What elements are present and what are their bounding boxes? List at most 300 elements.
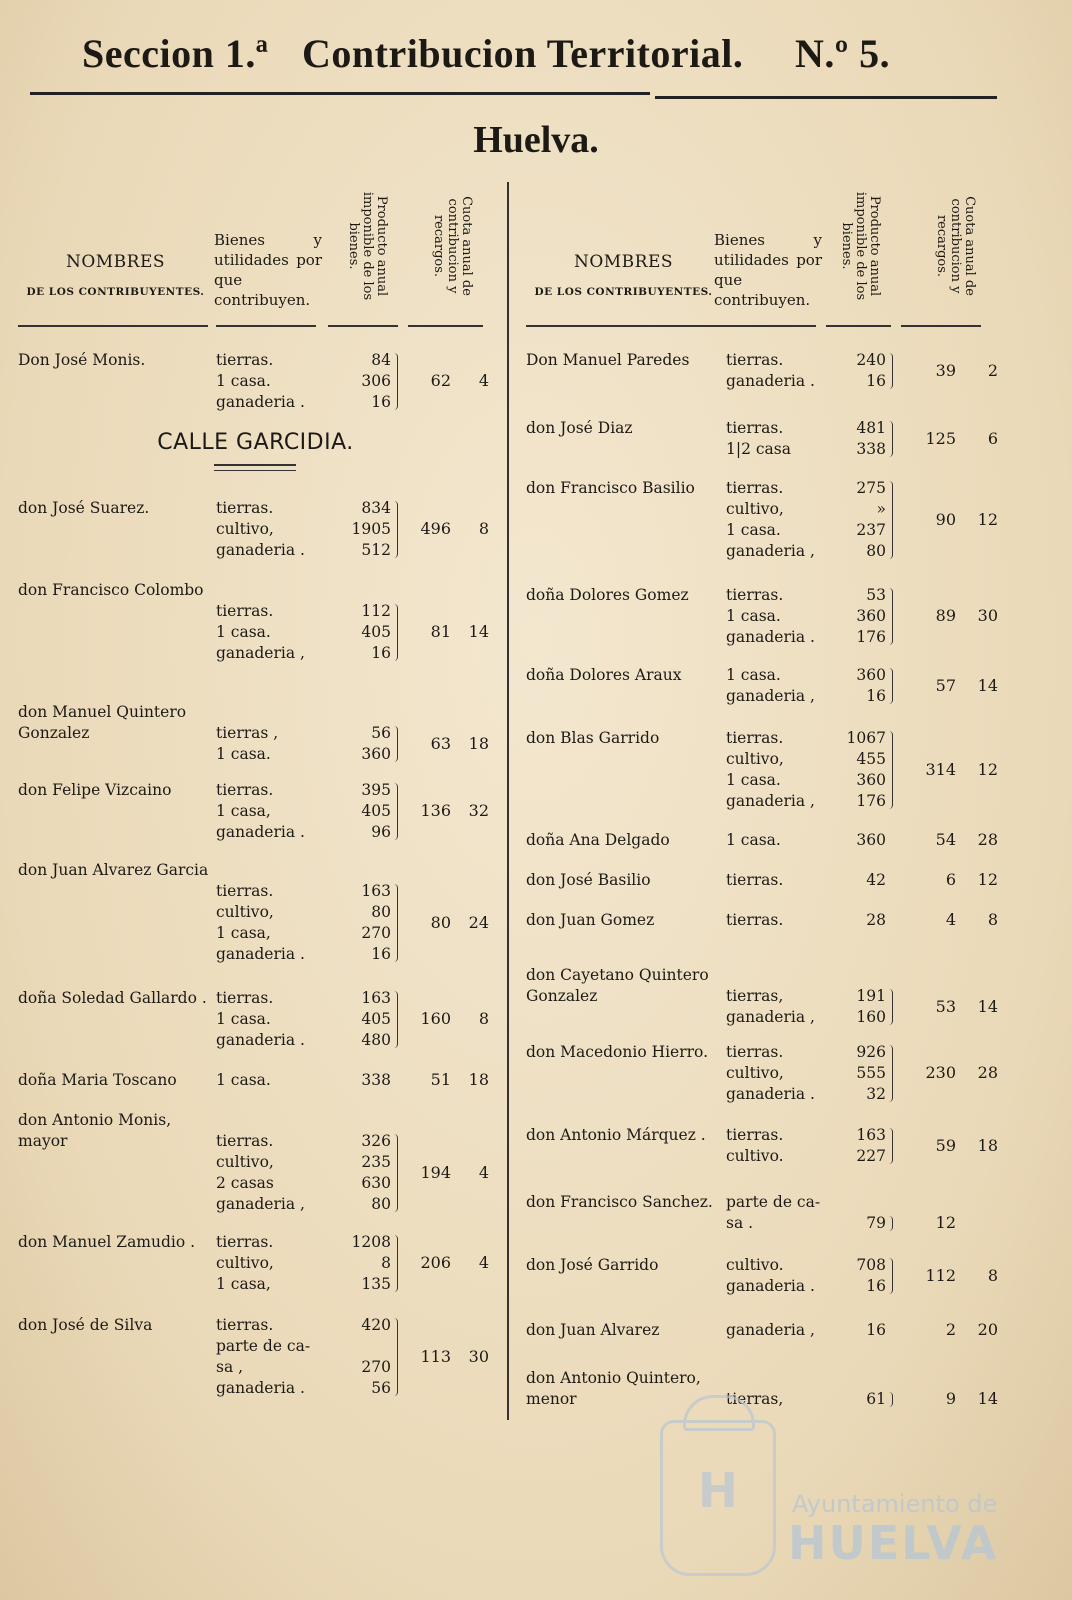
taxpayer-name-line: don Juan Alvarez Garcia	[18, 861, 209, 879]
taxable-product-line: 163	[361, 882, 391, 900]
taxable-product	[333, 580, 391, 664]
quota-reales: 112	[925, 1265, 956, 1285]
brace	[394, 353, 398, 410]
taxable-product-line: 42	[866, 871, 886, 889]
taxable-product-line: 455	[856, 750, 886, 768]
asset-type-line: 1 casa.	[726, 607, 781, 625]
asset-type-line: ganaderia .	[216, 823, 305, 841]
taxable-product-line: 80	[866, 542, 886, 560]
taxpayer-name	[18, 780, 213, 843]
taxable-product-line: 275	[856, 479, 886, 497]
taxable-product-line: 405	[361, 802, 391, 820]
asset-type	[726, 830, 834, 851]
taxable-product-line: 80	[371, 903, 391, 921]
asset-type	[216, 1315, 331, 1399]
quota-reales: 6	[945, 870, 956, 889]
taxpayer-name-line	[18, 822, 213, 843]
taxable-product	[826, 1192, 886, 1234]
taxpayer-name-line: doña Ana Delgado	[526, 831, 670, 849]
taxable-product-line: 1067	[846, 729, 886, 747]
taxpayer-name-line	[18, 801, 213, 822]
taxable-product-line: 360	[856, 607, 886, 625]
taxpayer-name-line: don Juan Alvarez	[526, 1321, 660, 1339]
asset-type-line: 1 casa.	[726, 831, 781, 849]
asset-type-line: tierras,	[726, 1390, 784, 1408]
taxable-product-line: 555	[856, 1064, 886, 1082]
taxable-product-line: 420	[361, 1316, 391, 1334]
taxable-product-line	[826, 1368, 886, 1389]
taxable-product-line: 16	[371, 945, 391, 963]
asset-type-line: sa ,	[216, 1358, 244, 1376]
taxable-product	[826, 1125, 886, 1167]
header-rule	[216, 325, 316, 327]
taxable-product-line: 28	[866, 911, 886, 929]
asset-type	[216, 498, 331, 561]
names-header	[18, 252, 213, 298]
taxable-product-line	[333, 580, 391, 601]
taxable-product-line: 360	[361, 745, 391, 763]
taxpayer-name-line	[18, 902, 213, 923]
taxable-product-line: 112	[361, 602, 391, 620]
asset-type-line: tierras.	[726, 871, 784, 889]
taxpayer-name-line: menor	[526, 1390, 577, 1408]
taxable-product-line: 191	[856, 987, 886, 1005]
asset-type-line: 1 casa.	[216, 745, 271, 763]
taxable-product-line: 270	[361, 924, 391, 942]
taxpayer-name	[526, 870, 726, 891]
quota-reales: 9	[945, 1389, 956, 1408]
asset-type-line: ganaderia ,	[726, 1008, 815, 1026]
taxable-product-line: 16	[371, 644, 391, 662]
taxable-product	[333, 780, 391, 843]
header-rule	[408, 325, 483, 327]
asset-type-line: tierras.	[726, 479, 784, 497]
asset-type-line: parte de ca-	[216, 1337, 311, 1355]
asset-type	[216, 988, 331, 1051]
taxpayer-name-line: doña Dolores Gomez	[526, 586, 689, 604]
municipal-stamp-watermark	[660, 1420, 776, 1576]
taxable-product-line: 360	[856, 771, 886, 789]
taxable-product-line: 240	[856, 351, 886, 369]
taxpayer-name-line: doña Maria Toscano	[18, 1071, 177, 1089]
taxpayer-name-line: don José Garrido	[526, 1256, 659, 1274]
quota-reales: 136	[420, 801, 451, 820]
taxable-product-line: 338	[856, 440, 886, 458]
asset-type-line: 1 casa.	[216, 1071, 271, 1089]
taxpayer-name-line: don Felipe Vizcaino	[18, 781, 172, 799]
taxable-product-line: 360	[856, 666, 886, 684]
quota-maravedis: 18	[977, 1135, 998, 1155]
taxpayer-name	[18, 1232, 213, 1295]
taxable-product-line: 135	[361, 1275, 391, 1293]
taxable-product	[333, 1315, 391, 1399]
taxpayer-name	[526, 728, 726, 812]
brace	[889, 481, 893, 559]
asset-type-line: ganaderia .	[726, 1085, 815, 1103]
asset-type-line: tierras.	[216, 1132, 274, 1150]
taxable-product-line: 163	[856, 1126, 886, 1144]
quota-maravedis: 4	[478, 371, 489, 390]
brace	[889, 668, 893, 704]
taxpayer-name-line	[18, 923, 213, 944]
asset-type-line: ganaderia .	[216, 541, 305, 559]
taxable-product-line: 16	[866, 1321, 886, 1339]
asset-type	[216, 350, 331, 413]
left-column	[18, 180, 493, 1397]
quota-reales: 54	[935, 830, 956, 849]
asset-type	[216, 1070, 331, 1091]
taxpayer-name-line: don José Diaz	[526, 419, 633, 437]
asset-type-line: 2 casas	[216, 1174, 274, 1192]
asset-type-line: ganaderia .	[216, 1031, 305, 1049]
asset-type-line	[216, 1110, 331, 1131]
taxable-product-line: »	[876, 500, 886, 518]
asset-type-line: tierras.	[726, 419, 784, 437]
asset-type-line: cultivo,	[726, 500, 784, 518]
watermark-line2: HUELVA	[788, 1516, 999, 1570]
taxable-product-line: 56	[371, 724, 391, 742]
quota-reales: 160	[420, 1009, 451, 1028]
table-header	[526, 180, 1006, 330]
taxable-product	[826, 870, 886, 891]
taxpayer-name-line: don Francisco Sanchez.	[526, 1193, 713, 1211]
taxpayer-name	[18, 1110, 213, 1215]
taxable-product-line: 176	[856, 628, 886, 646]
bienes-header: Bienes y utilidades por que contribuyen.	[214, 231, 322, 309]
asset-type-line: cultivo.	[726, 1147, 784, 1165]
taxpayer-name-line	[526, 371, 726, 392]
taxpayer-name-line	[18, 622, 213, 643]
asset-type	[216, 1232, 331, 1295]
taxpayer-name	[526, 418, 726, 460]
taxable-product-line: 176	[856, 792, 886, 810]
right-column	[526, 180, 1006, 1408]
quota-maravedis: 12	[977, 870, 998, 889]
taxable-product	[333, 498, 391, 561]
taxable-product-line: 56	[371, 1379, 391, 1397]
asset-type	[726, 1042, 834, 1105]
taxable-product-line: 405	[361, 623, 391, 641]
column-divider	[507, 182, 509, 1420]
taxable-product-line	[826, 1192, 886, 1213]
taxpayer-name-line	[18, 1194, 213, 1215]
taxpayer-name-line: don Manuel Zamudio .	[18, 1233, 196, 1251]
taxpayer-name-line	[18, 881, 213, 902]
taxable-product	[333, 1070, 391, 1091]
taxpayer-name-line	[18, 1091, 213, 1112]
header-rule-left	[30, 92, 650, 95]
asset-type-line: ganaderia ,	[726, 687, 815, 705]
taxpayer-name	[526, 965, 726, 1028]
quota-maravedis: 14	[977, 1389, 998, 1408]
taxpayer-name-line: don Antonio Quintero,	[526, 1369, 701, 1387]
asset-type-line: tierras,	[726, 987, 784, 1005]
taxable-product-line: 80	[371, 1195, 391, 1213]
quota-reales: 4	[945, 910, 956, 929]
brace	[394, 991, 398, 1048]
header-rule	[901, 325, 981, 327]
taxable-product-line: 1208	[351, 1233, 391, 1251]
asset-type	[726, 870, 834, 891]
asset-type	[726, 910, 834, 931]
taxpayer-name-line: don José Suarez.	[18, 499, 150, 517]
taxpayer-name	[526, 478, 726, 562]
asset-type	[726, 1125, 834, 1167]
taxable-product	[826, 728, 886, 812]
header-rule	[526, 325, 716, 327]
taxpayer-name-line	[526, 627, 726, 648]
brace	[889, 1216, 893, 1231]
asset-type-line: cultivo.	[726, 1256, 784, 1274]
taxable-product-line: 227	[856, 1147, 886, 1165]
names-heading: NOMBRES	[65, 252, 166, 272]
asset-type-line: tierras.	[216, 1316, 274, 1334]
asset-type	[216, 580, 331, 664]
quota-maravedis: 14	[468, 622, 489, 641]
taxable-product-line: 1905	[351, 520, 391, 538]
taxpayer-name-line	[526, 541, 726, 562]
taxpayer-name-line: Gonzalez	[526, 987, 598, 1005]
asset-type-line: sa .	[726, 1214, 754, 1232]
quota-reales: 53	[935, 996, 956, 1016]
taxpayer-name-line: don Antonio Márquez .	[526, 1126, 706, 1144]
taxable-product-line: 16	[866, 687, 886, 705]
quota-maravedis: 14	[977, 996, 998, 1016]
asset-type-line: 1 casa.	[216, 1010, 271, 1028]
taxpayer-name-line	[18, 1253, 213, 1274]
quota-maravedis: 8	[478, 1009, 489, 1028]
asset-type-line	[216, 580, 331, 601]
asset-type-line: ganaderia .	[726, 1277, 815, 1295]
taxpayer-name	[18, 860, 213, 944]
taxpayer-name-line: don Manuel Quintero	[18, 703, 187, 721]
quota-reales: 314	[925, 759, 956, 779]
taxpayer-name-line	[18, 392, 213, 413]
brace	[889, 588, 893, 645]
asset-type-line: tierras.	[726, 729, 784, 747]
taxpayer-name	[18, 1315, 213, 1399]
taxpayer-name-line: don Francisco Colombo	[18, 581, 204, 599]
taxpayer-name-line	[526, 1276, 726, 1297]
quota-reales: 230	[925, 1063, 956, 1082]
taxable-product-line: 480	[361, 1031, 391, 1049]
taxable-product-line: 270	[361, 1358, 391, 1376]
taxable-product-line: 84	[371, 351, 391, 369]
taxable-product	[826, 418, 886, 460]
taxable-product-line: 512	[361, 541, 391, 559]
taxable-product	[826, 1320, 886, 1341]
brace	[394, 1235, 398, 1292]
taxable-product	[826, 965, 886, 1028]
asset-type-line: tierras.	[216, 781, 274, 799]
header-rule	[328, 325, 398, 327]
producto-header: Producto anual imponible de los bienes.	[839, 191, 882, 301]
brace	[394, 604, 398, 661]
taxable-product-line	[826, 965, 886, 986]
quota-reales: 81	[430, 622, 451, 641]
asset-type-line: cultivo,	[726, 750, 784, 768]
asset-type-line: tierras.	[726, 1043, 784, 1061]
header-rule	[716, 325, 816, 327]
taxpayer-name	[18, 350, 213, 413]
taxable-product-line	[333, 702, 391, 723]
asset-type	[726, 728, 834, 812]
taxpayer-name-line	[18, 1357, 213, 1378]
taxpayer-name-line	[526, 1146, 726, 1167]
asset-type-line: ganaderia ,	[726, 542, 815, 560]
cuota-header: Cuota anual de contribucion y recargos.	[431, 196, 474, 296]
asset-type	[726, 1255, 834, 1297]
quota-maravedis: 28	[977, 1063, 998, 1082]
asset-type-line: tierras.	[216, 882, 274, 900]
brace	[394, 1318, 398, 1396]
taxable-product-line: 16	[371, 393, 391, 411]
taxable-product-line: 79	[866, 1214, 886, 1232]
asset-type-line: tierras.	[216, 499, 274, 517]
asset-type-line: ganaderia ,	[726, 792, 815, 810]
taxable-product-line: 235	[361, 1153, 391, 1171]
taxpayer-name	[18, 702, 213, 765]
taxpayer-name-line: don José de Silva	[18, 1316, 153, 1334]
taxable-product-line: 16	[866, 1277, 886, 1295]
asset-type-line: 1 casa,	[216, 924, 271, 942]
quota-maravedis: 30	[977, 606, 998, 625]
header-title: Contribucion Territorial.	[302, 31, 744, 76]
taxable-product	[333, 1110, 391, 1215]
quota-maravedis: 14	[977, 675, 998, 695]
taxpayer-name-line	[18, 601, 213, 622]
asset-type-line: cultivo,	[216, 1254, 274, 1272]
quota-reales: 194	[420, 1162, 451, 1182]
taxpayer-name-line: don Francisco Basilio	[526, 479, 695, 497]
taxable-product	[826, 665, 886, 707]
asset-type	[726, 585, 834, 648]
taxable-product-line: 96	[371, 823, 391, 841]
taxpayer-name-line: don Macedonio Hierro.	[526, 1043, 709, 1061]
taxpayer-name	[18, 498, 213, 561]
asset-type-line: ganaderia .	[216, 393, 305, 411]
quota-maravedis: 24	[468, 912, 489, 932]
bienes-header: Bienes y utilidades por que contribuyen.	[714, 231, 822, 309]
taxpayer-name-line	[18, 1009, 213, 1030]
asset-type-line: 1 casa.	[726, 666, 781, 684]
asset-type	[726, 1320, 834, 1341]
taxable-product-line: 237	[856, 521, 886, 539]
quota-reales: 62	[430, 371, 451, 390]
quota-reales: 12	[935, 1213, 956, 1232]
asset-type-line: tierras.	[216, 351, 274, 369]
taxpayer-name-line	[18, 1173, 213, 1194]
taxable-product	[826, 910, 886, 931]
asset-type	[726, 418, 834, 460]
quota-maravedis: 32	[468, 801, 489, 820]
asset-type-line: tierras.	[216, 602, 274, 620]
asset-type-line: ganaderia .	[216, 945, 305, 963]
asset-type-line: 1 casa.	[216, 623, 271, 641]
asset-type-line: cultivo,	[726, 1064, 784, 1082]
asset-type-line: ganaderia ,	[216, 1195, 305, 1213]
taxpayer-name	[526, 665, 726, 707]
asset-type-line	[216, 860, 331, 881]
taxable-product	[826, 585, 886, 648]
names-subheading: DE LOS CONTRIBUYENTES.	[26, 286, 205, 298]
taxpayer-name-line	[526, 1063, 726, 1084]
taxable-product-line: 306	[361, 372, 391, 390]
section-label: Seccion 1.ª	[82, 31, 269, 76]
watermark-line1: Ayuntamiento de	[792, 1490, 998, 1518]
header-rule	[826, 325, 891, 327]
quota-maravedis: 2	[987, 360, 998, 380]
asset-type-line: parte de ca-	[726, 1193, 821, 1211]
taxpayer-name-line	[18, 371, 213, 392]
taxpayer-name-line	[18, 519, 213, 540]
asset-type	[726, 965, 834, 1028]
quota-maravedis: 8	[478, 519, 489, 538]
asset-type-line: tierras.	[726, 1126, 784, 1144]
taxable-product-line: 8	[381, 1254, 391, 1272]
taxpayer-name-line	[526, 606, 726, 627]
asset-type-line	[726, 1368, 834, 1389]
taxpayer-name-line	[526, 791, 726, 812]
quota-reales: 59	[935, 1135, 956, 1155]
asset-type-line: tierras.	[726, 586, 784, 604]
brace	[394, 884, 398, 962]
taxpayer-name-line	[526, 770, 726, 791]
taxpayer-name	[18, 580, 213, 643]
quota-reales: 57	[935, 675, 956, 695]
quota-maravedis: 12	[977, 509, 998, 529]
brace	[889, 421, 893, 457]
taxable-product	[333, 350, 391, 413]
quota-maravedis: 8	[987, 910, 998, 929]
quota-maravedis: 6	[987, 428, 998, 448]
taxable-product	[333, 1232, 391, 1295]
taxpayer-name	[526, 1192, 726, 1234]
producto-header: Producto anual imponible de los bienes.	[346, 191, 389, 301]
asset-type-line: cultivo,	[216, 903, 274, 921]
taxpayer-name-line: Don Manuel Paredes	[526, 351, 690, 369]
asset-type-line: ganaderia ,	[216, 644, 305, 662]
taxpayer-name	[526, 910, 726, 931]
quota-reales: 496	[420, 519, 451, 538]
taxpayer-name-line	[526, 749, 726, 770]
asset-type-line: tierras.	[216, 1233, 274, 1251]
quota-maravedis: 30	[468, 1346, 489, 1366]
asset-type	[726, 1192, 834, 1234]
taxpayer-name-line: don Antonio Monis, mayor	[18, 1111, 172, 1150]
monogram: H	[697, 1463, 739, 1519]
taxable-product	[826, 350, 886, 392]
quota-reales: 2	[945, 1320, 956, 1339]
taxpayer-name	[526, 585, 726, 648]
taxpayer-name-line	[526, 1007, 726, 1028]
taxpayer-name-line: Gonzalez	[18, 724, 90, 742]
quota-maravedis: 18	[468, 733, 489, 753]
taxable-product-line: 160	[856, 1008, 886, 1026]
asset-type-line	[726, 965, 834, 986]
taxable-product-line: 481	[856, 419, 886, 437]
table-header	[18, 180, 493, 330]
asset-type	[726, 478, 834, 562]
quota-reales: 39	[935, 360, 956, 380]
taxpayer-name-line	[18, 1378, 213, 1399]
street-heading-rule	[214, 464, 296, 471]
asset-type	[216, 780, 331, 843]
asset-type-line: cultivo,	[216, 1153, 274, 1171]
taxpayer-name	[526, 350, 726, 392]
taxpayer-name	[526, 830, 726, 851]
taxable-product-line: 16	[866, 372, 886, 390]
